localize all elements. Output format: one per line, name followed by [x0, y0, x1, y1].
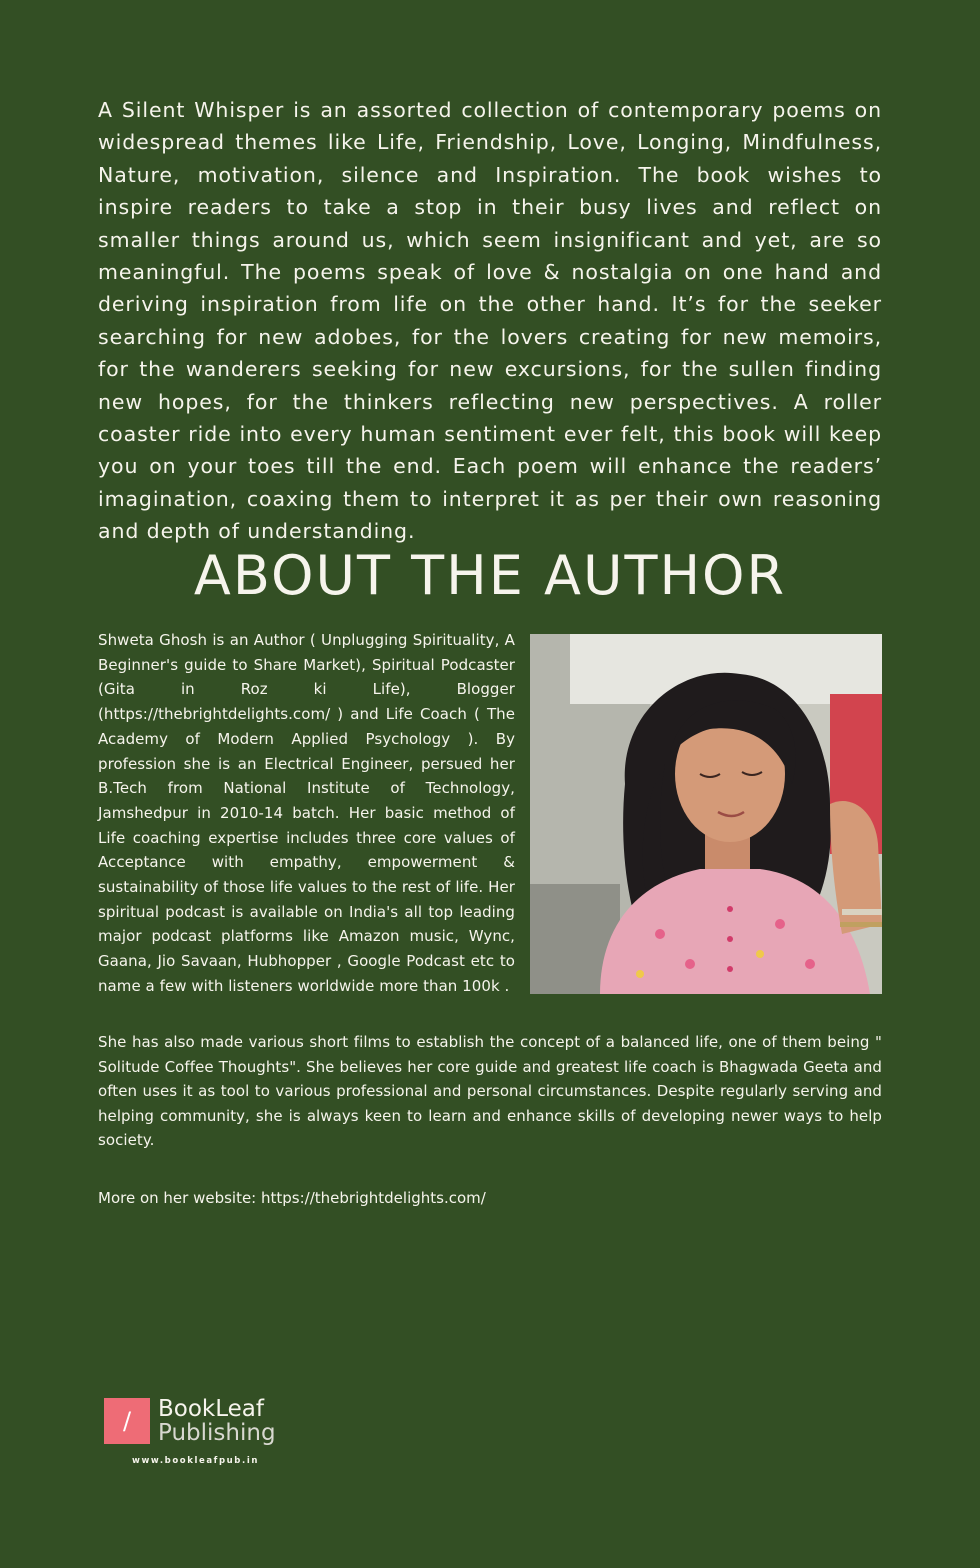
publisher-logo-mark: /	[104, 1398, 150, 1444]
author-bio-part2: She has also made various short films to establish the concept of a balanced life, one of them being " Solitude Coffee Thoughts". She believes her core guide and greatest life coach is Bhagwada Geeta and often uses it as tool to various professional and personal circumstances. Despite regularly serving and helping community, she is always keen to learn and enhance skills of developing newer ways to help society.	[98, 1033, 882, 1150]
book-blurb: A Silent Whisper is an assorted collection of contemporary poems on widespread themes like Life, Friendship, Love, Longing, Mindfulness, Nature, motivation, silence and Inspiration. The book wishes to inspire readers to take a stop in their busy lives and reflect on smaller things around us, which seem insignificant and yet, are so meaningful. The poems speak of love & nostalgia on one hand and deriving inspiration from life on the other hand. It’s for the seeker searching for new adobes, for the lovers creating for new memoirs, for the wanderers seeking for new excursions, for the sullen finding new hopes, for the thinkers reflecting new perspectives. A roller coaster ride into every human sentiment ever felt, this book will keep you on your toes till the end. Each poem will enhance the readers’ imagination, coaxing them to interpret it as per their own reasoning and depth of understanding.	[98, 98, 882, 544]
publisher-name-line2: Publishing	[158, 1420, 276, 1446]
publisher-name-line1: BookLeaf	[158, 1396, 264, 1422]
author-photo	[530, 634, 882, 994]
author-website-line: More on her website: https://thebrightdelights.com/	[98, 1189, 486, 1207]
author-bio-part1: Shweta Ghosh is an Author ( Unplugging Spirituality, A Beginner's guide to Share Market), Spiritual Podcaster (Gita in Roz ki Life), Blogger (https://thebrightdelights.com/ ) and Life Coach ( The Academy of Modern Applied Psychology ). By profession she is an Electrical Engineer, persued her B.Tech from National Institute of Technology, Jamshedpur in 2010-14 batch. Her basic method of Life coaching expertise includes three core values of Acceptance with empathy, empowerment & sustainability of those life values to the rest of life. Her spiritual podcast is available on India's all top leading major podcast platforms like Amazon music, Wync, Gaana, Jio Savaan, Hubhopper , Google Podcast etc to name a few with listeners worldwide more than 100k .	[98, 631, 515, 995]
publisher-logo	[104, 1396, 284, 1468]
publisher-url: www.bookleafpub.in	[132, 1456, 259, 1466]
about-author-heading: ABOUT THE AUTHOR	[193, 544, 787, 607]
author-photo-illustration	[530, 634, 882, 994]
